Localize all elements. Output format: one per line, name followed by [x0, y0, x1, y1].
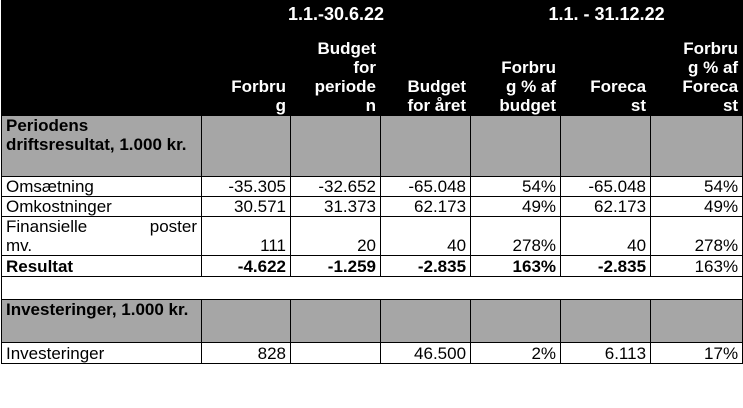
cell-value: 30.571 — [202, 197, 291, 217]
cell-value: 163% — [651, 256, 743, 277]
cell-value: 62.173 — [381, 197, 471, 217]
cell-value: -2.835 — [561, 256, 651, 277]
row-label-part: Finansielle — [6, 217, 88, 236]
section-gray-cell — [202, 300, 291, 343]
cell-value: 2% — [471, 343, 561, 364]
spacer-row — [2, 277, 743, 300]
column-header-row — [2, 29, 743, 116]
cell-value: -32.652 — [291, 177, 381, 197]
cell-value: 49% — [651, 197, 743, 217]
period-2-label: 1.1. - 31.12.22 — [471, 1, 743, 29]
header-budget-aaret: Budget for året — [381, 29, 471, 116]
cell-value: 6.113 — [561, 343, 651, 364]
cell-value: -1.259 — [291, 256, 381, 277]
cell-value — [291, 343, 381, 364]
header-forbrug-pct-budget: Forbru g % af budget — [471, 29, 561, 116]
section-gray-cell — [651, 116, 743, 177]
cell-value: 46.500 — [381, 343, 471, 364]
cell-value: 40 — [381, 217, 471, 256]
header-forbrug-pct-forecast: Forbru g % af Foreca st — [651, 29, 743, 116]
row-label-finansielle — [2, 217, 202, 256]
section-gray-cell — [471, 300, 561, 343]
section-gray-cell — [471, 116, 561, 177]
cell-value: 49% — [471, 197, 561, 217]
cell-value: -65.048 — [381, 177, 471, 197]
section-gray-cell — [381, 300, 471, 343]
section-gray-cell — [561, 300, 651, 343]
section-gray-cell — [381, 116, 471, 177]
cell-value: 54% — [471, 177, 561, 197]
cell-value: 31.373 — [291, 197, 381, 217]
cell-value: 278% — [651, 217, 743, 256]
spacer-cell — [2, 277, 743, 300]
table-row-omkostninger — [2, 197, 743, 217]
period-header-row — [2, 1, 743, 29]
section-investeringer-row — [2, 300, 743, 343]
row-label: Omkostninger — [2, 197, 202, 217]
header-blank — [2, 29, 202, 116]
corner-cell — [2, 1, 202, 29]
section-gray-cell — [561, 116, 651, 177]
header-forecast: Foreca st — [561, 29, 651, 116]
table-row-resultat — [2, 256, 743, 277]
section-investeringer-title: Investeringer, 1.000 kr. — [2, 300, 202, 343]
cell-value: 111 — [202, 217, 291, 256]
cell-value: 278% — [471, 217, 561, 256]
cell-value: 163% — [471, 256, 561, 277]
section-gray-cell — [291, 300, 381, 343]
cell-value: 20 — [291, 217, 381, 256]
section-driftsresultat-row — [2, 116, 743, 177]
table-row-finansielle — [2, 217, 743, 256]
cell-value: 828 — [202, 343, 291, 364]
table-row-omsaetning — [2, 177, 743, 197]
cell-value: 62.173 — [561, 197, 651, 217]
section-gray-cell — [291, 116, 381, 177]
section-gray-cell — [202, 116, 291, 177]
row-label-part: poster — [149, 217, 197, 236]
row-label: Omsætning — [2, 177, 202, 197]
cell-value: -2.835 — [381, 256, 471, 277]
table-row-investeringer — [2, 343, 743, 364]
row-label-part: mv. — [6, 236, 33, 255]
header-forbrug: Forbru g — [202, 29, 291, 116]
period-1-label: 1.1.-30.6.22 — [202, 1, 471, 29]
cell-value: 54% — [651, 177, 743, 197]
section-gray-cell — [651, 300, 743, 343]
financial-table — [1, 0, 743, 364]
cell-value: -35.305 — [202, 177, 291, 197]
cell-value: -4.622 — [202, 256, 291, 277]
section-driftsresultat-title: Periodens driftsresultat, 1.000 kr. — [2, 116, 202, 177]
header-budget-periode: Budget for periode n — [291, 29, 381, 116]
row-label: Investeringer — [2, 343, 202, 364]
cell-value: -65.048 — [561, 177, 651, 197]
cell-value: 17% — [651, 343, 743, 364]
cell-value: 40 — [561, 217, 651, 256]
row-label: Resultat — [2, 256, 202, 277]
